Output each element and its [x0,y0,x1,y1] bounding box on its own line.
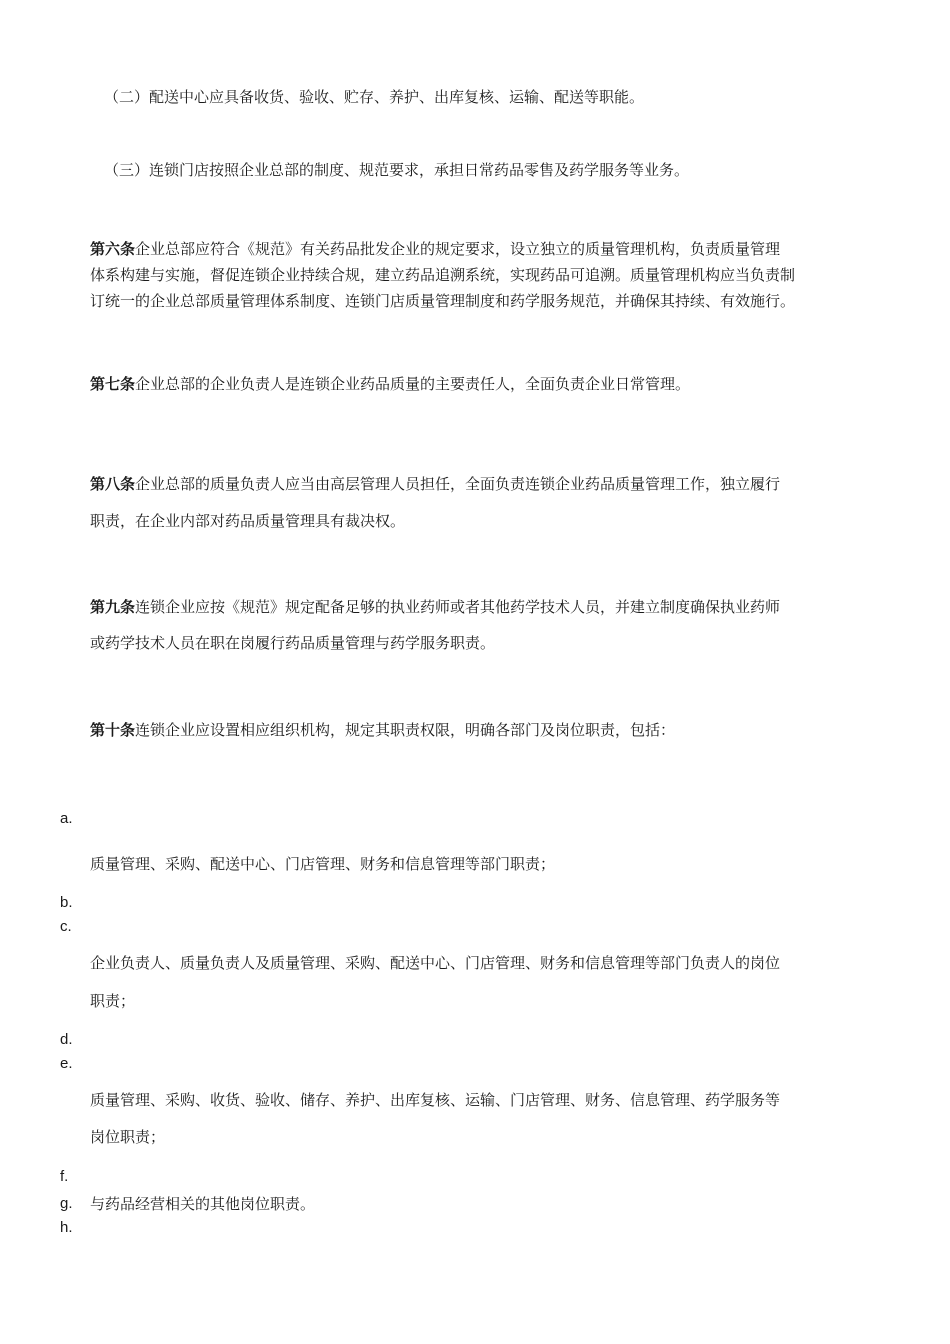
article-6-line-2: 体系构建与实施，督促连锁企业持续合规，建立药品追溯系统，实现药品可追溯。质量管理机构应当负责制 [90,266,796,284]
article-9-heading: 第九条 [90,598,136,616]
list-marker-c: c. [60,918,72,935]
article-10-line-1 [90,720,890,740]
article-10-text-1: 连锁企业应设置相应组织机构，规定其职责权限，明确各部门及岗位职责，包括： [135,721,676,739]
list-item-2-line-2: 职责； [90,992,136,1010]
clause-2: （二）配送中心应具备收货、验收、贮存、养护、出库复核、运输、配送等职能。 [104,88,645,106]
article-6-text-1: 企业总部应符合《规范》有关药品批发企业的规定要求，设立独立的质量管理机构，负责质量管理 [135,240,781,258]
article-6-line-3: 订统一的企业总部质量管理体系制度、连锁门店质量管理制度和药学服务规范，并确保其持续、有效施行。 [90,292,796,310]
list-marker-g: g. [60,1195,73,1212]
article-6-line-1 [90,239,890,259]
list-item-3-line-2: 岗位职责； [90,1128,166,1146]
article-6-heading: 第六条 [90,240,136,258]
article-8-line-2: 职责，在企业内部对药品质量管理具有裁决权。 [90,512,406,530]
article-7-line-1 [90,374,890,394]
list-marker-a: a. [60,810,73,827]
list-marker-h: h. [60,1219,73,1236]
clause-3: （三）连锁门店按照企业总部的制度、规范要求，承担日常药品零售及药学服务等业务。 [104,161,690,179]
list-marker-f: f. [60,1168,69,1185]
list-item-2-line-1: 企业负责人、质量负责人及质量管理、采购、配送中心、门店管理、财务和信息管理等部门负责人的岗位 [90,954,781,972]
list-item-1: 质量管理、采购、配送中心、门店管理、财务和信息管理等部门职责； [90,855,556,873]
article-7-text-1: 企业总部的企业负责人是连锁企业药品质量的主要责任人，全面负责企业日常管理。 [135,375,691,393]
article-9-line-1 [90,597,890,617]
list-marker-b: b. [60,894,73,911]
list-marker-e: e. [60,1055,73,1072]
list-item-4: 与药品经营相关的其他岗位职责。 [90,1195,316,1213]
article-9-text-1: 连锁企业应按《规范》规定配备足够的执业药师或者其他药学技术人员，并建立制度确保执业药师 [135,598,781,616]
list-item-3-line-1: 质量管理、采购、收货、验收、储存、养护、出库复核、运输、门店管理、财务、信息管理、药学服务等 [90,1091,781,1109]
article-10-heading: 第十条 [90,721,136,739]
article-8-text-1: 企业总部的质量负责人应当由高层管理人员担任，全面负责连锁企业药品质量管理工作，独立履行 [135,475,781,493]
article-8-heading: 第八条 [90,475,136,493]
article-8-line-1 [90,474,890,494]
list-marker-d: d. [60,1031,73,1048]
article-9-line-2: 或药学技术人员在职在岗履行药品质量管理与药学服务职责。 [90,634,496,652]
article-7-heading: 第七条 [90,375,136,393]
